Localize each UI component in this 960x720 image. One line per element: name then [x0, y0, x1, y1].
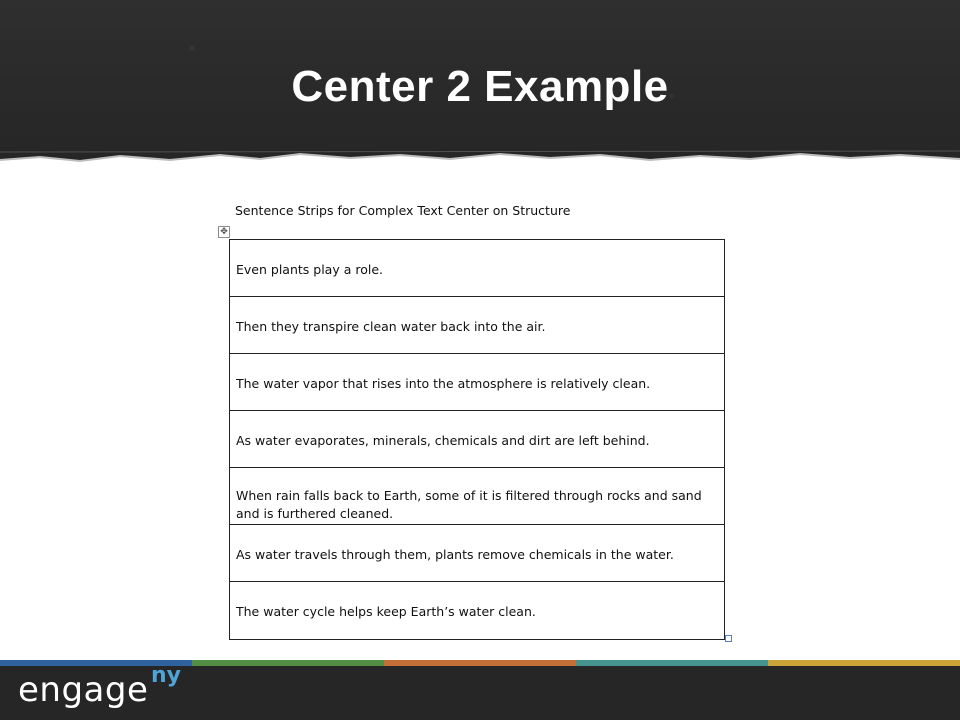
sentence-strip: When rain falls back to Earth, some of it is filtered through rocks and sand and is furthered cleaned. — [230, 468, 724, 525]
logo-text: engage — [18, 670, 149, 710]
sentence-strip: As water evaporates, minerals, chemicals and dirt are left behind. — [230, 411, 724, 468]
chalk-edge — [0, 142, 960, 176]
sentence-strip: As water travels through them, plants remove chemicals in the water. — [230, 525, 724, 582]
document-heading: Sentence Strips for Complex Text Center on Structure — [235, 203, 571, 218]
sentence-strip: The water vapor that rises into the atmosphere is relatively clean. — [230, 354, 724, 411]
sentence-strip: Then they transpire clean water back into the air. — [230, 297, 724, 354]
slide-title: Center 2 Example — [291, 62, 669, 111]
sentence-strip: The water cycle helps keep Earth’s water clean. — [236, 604, 536, 619]
sentence-strips-table — [229, 239, 725, 640]
logo-superscript: ny — [151, 663, 182, 688]
table-move-handle-icon[interactable]: ✥ — [218, 226, 230, 238]
sentence-strip: Even plants play a role. — [230, 240, 724, 297]
table-resize-handle-icon[interactable] — [725, 635, 732, 642]
